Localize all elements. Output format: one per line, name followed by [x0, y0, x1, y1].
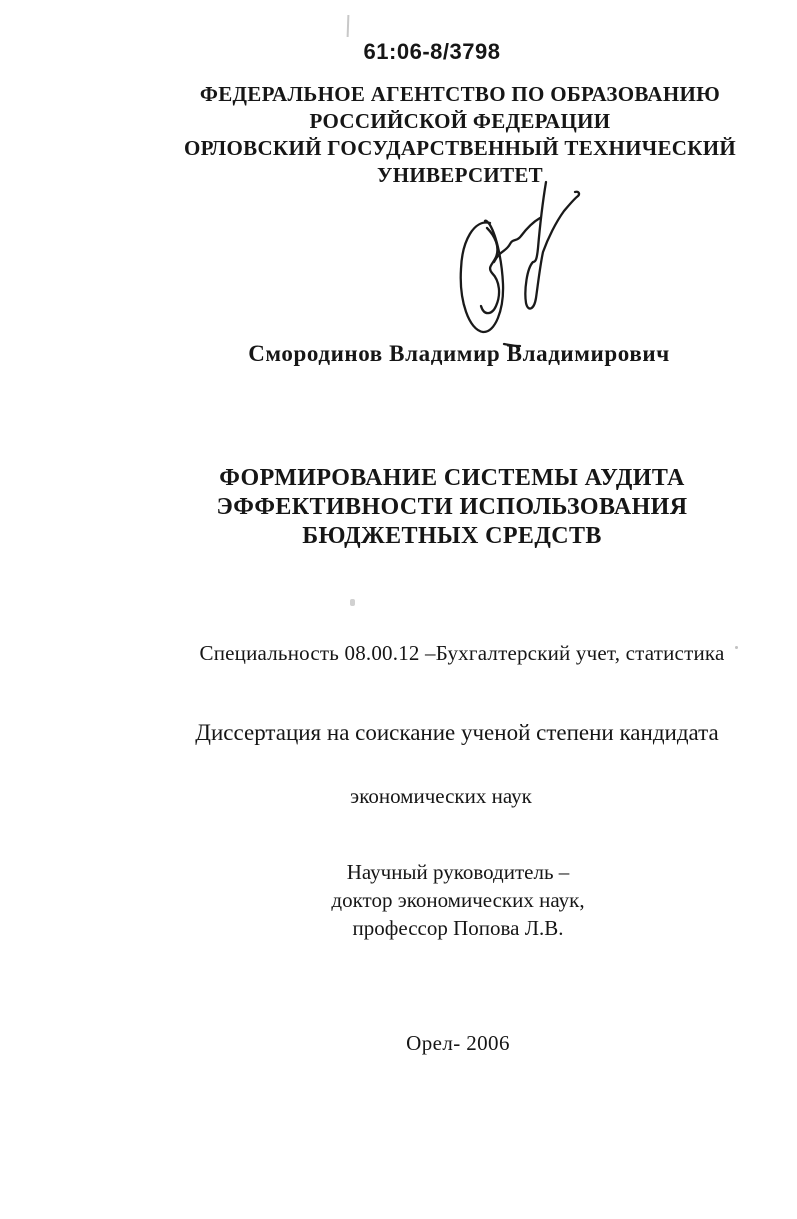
agency-line-2: РОССИЙСКОЙ ФЕДЕРАЦИИ	[309, 109, 611, 133]
title-line-1: ФОРМИРОВАНИЕ СИСТЕМЫ АУДИТА	[219, 465, 685, 491]
supervisor-block	[331, 858, 584, 942]
handwritten-signature	[438, 175, 603, 360]
supervisor-line-2: доктор экономических наук,	[331, 888, 585, 912]
scan-artifact-dot-small	[735, 646, 738, 649]
thesis-type-line: Диссертация на соискание ученой степени кандидата	[195, 720, 719, 745]
author-name: Смородинов Владимир Владимирович	[248, 341, 670, 366]
signature-icon	[438, 175, 603, 360]
specialty-line: Специальность 08.00.12 –Бухгалтерский учет, статистика	[199, 641, 725, 665]
supervisor-line-1: Научный руководитель –	[346, 860, 570, 884]
university-header	[184, 81, 736, 189]
scan-artifact-tick	[347, 15, 350, 37]
dissertation-title	[217, 464, 688, 551]
title-line-2: ЭФФЕКТИВНОСТИ ИСПОЛЬЗОВАНИЯ	[216, 494, 688, 520]
scan-artifact-dot	[350, 599, 355, 606]
supervisor-line-3: профессор Попова Л.В.	[352, 916, 564, 940]
agency-line-4: УНИВЕРСИТЕТ	[376, 163, 543, 187]
thesis-field-line: экономических наук	[350, 784, 532, 808]
agency-line-3: ОРЛОВСКИЙ ГОСУДАРСТВЕННЫЙ ТЕХНИЧЕСКИЙ	[183, 136, 737, 160]
agency-line-1: ФЕДЕРАЛЬНОЕ АГЕНТСТВО ПО ОБРАЗОВАНИЮ	[199, 82, 721, 106]
catalog-number: 61:06-8/3798	[363, 39, 501, 64]
city-year: Орел- 2006	[406, 1031, 510, 1055]
title-line-3: БЮДЖЕТНЫХ СРЕДСТВ	[302, 523, 602, 549]
